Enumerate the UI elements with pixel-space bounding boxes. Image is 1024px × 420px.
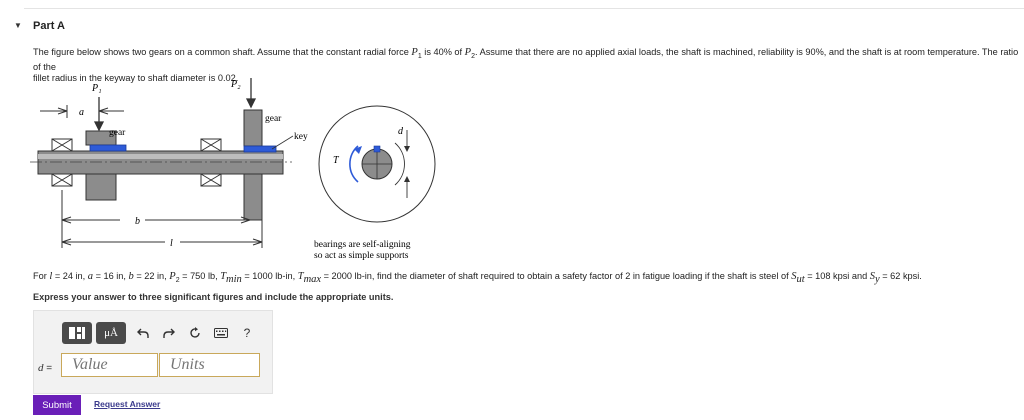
- problem-statement: The figure below shows two gears on a common shaft. Assume that the constant radial force $P_1$ is 40% of $P_2$. Assume that there are no applied axial loads, the shaft is machined, reliability is 90%, and the shaft is at room temperature. The ratio of the fillet radius in the keyway to shaft diameter is 0.02.: [33, 47, 1019, 83]
- key-leader: [272, 136, 293, 149]
- dimension-l: [62, 220, 262, 248]
- label-a: a: [79, 107, 84, 118]
- label-l: l: [170, 238, 173, 249]
- p1-symbol: P: [411, 47, 418, 58]
- reset-icon[interactable]: [182, 322, 208, 344]
- part-header: [0, 8, 1024, 36]
- shaft-highlight: [38, 154, 283, 159]
- request-answer-link[interactable]: Request Answer: [94, 399, 161, 409]
- label-key: key: [294, 132, 308, 142]
- collapse-triangle-icon[interactable]: ▼: [14, 21, 22, 30]
- submit-button[interactable]: Submit: [33, 395, 81, 415]
- answer-label: d =: [38, 362, 53, 374]
- caption-line-2: so act as simple supports: [314, 251, 409, 261]
- caption-line-1: bearings are self-aligning: [314, 240, 411, 250]
- units-input[interactable]: [159, 353, 260, 377]
- units-symbols-button[interactable]: μÅ: [96, 322, 126, 344]
- value-input[interactable]: [61, 353, 158, 377]
- undo-icon[interactable]: [130, 322, 156, 344]
- shaft-diagram: [0, 70, 440, 270]
- given-values: For l = 24 in, a = 16 in, b = 22 in, $P_2 = 750$ lb, $T_{min} = 1000$ lb-in, $T_{max} = 2000$ lb-in, find the diameter of shaft required to obtain a safety factor of 2 in fatigue loading if the shaft is steel of $S_{ut} = 108$ kpsi and $S_y = 62$ kpsi.: [33, 271, 922, 285]
- answer-toolbar: [62, 322, 260, 344]
- label-b: b: [135, 216, 140, 227]
- label-d: d: [398, 126, 403, 137]
- answer-box: [33, 310, 273, 394]
- help-icon[interactable]: ?: [243, 326, 251, 340]
- p1-arrow: [95, 97, 103, 130]
- part-title: Part A: [33, 20, 65, 32]
- redo-icon[interactable]: [156, 322, 182, 344]
- p2-arrow: [247, 78, 255, 107]
- label-gear-left: gear: [109, 128, 126, 138]
- p2-symbol: P: [464, 47, 472, 58]
- label-p1: P₁: [92, 83, 102, 94]
- label-gear-right: gear: [265, 114, 282, 124]
- label-p2: P₂: [231, 79, 241, 90]
- keyboard-icon[interactable]: [208, 322, 234, 344]
- templates-button[interactable]: [62, 322, 92, 344]
- label-torque: T: [333, 155, 339, 166]
- part-divider: [24, 8, 1024, 9]
- instruction-text: Express your answer to three significant figures and include the appropriate units.: [33, 292, 394, 302]
- templates-icon: [68, 326, 86, 340]
